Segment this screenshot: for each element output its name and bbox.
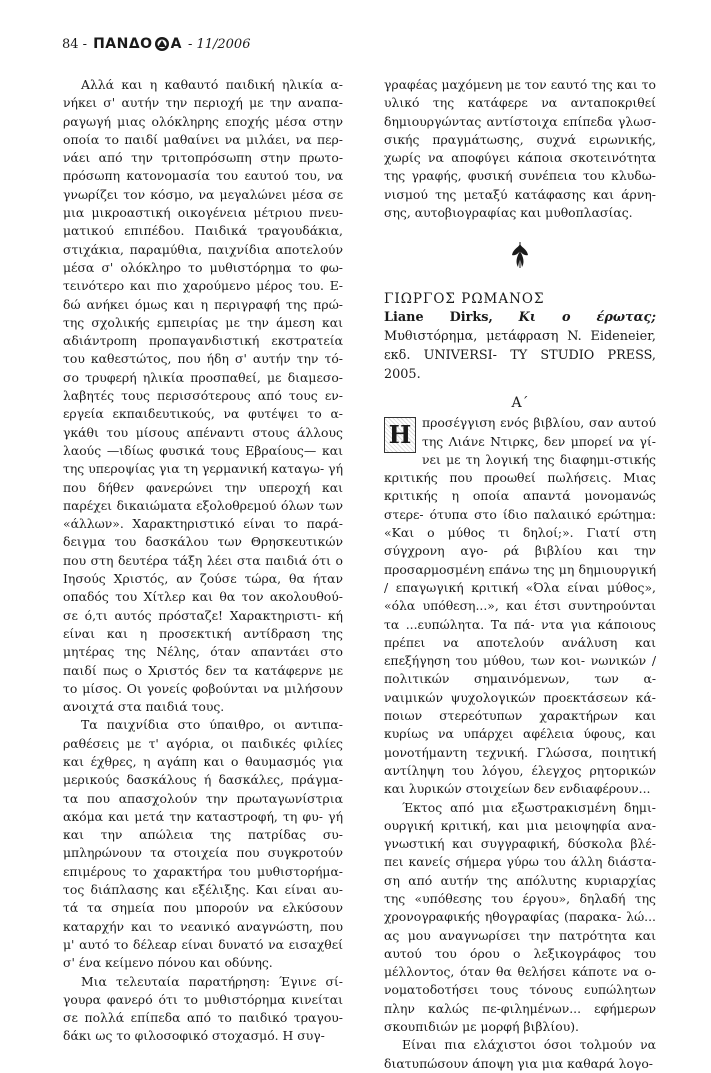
book-reference <box>384 308 656 384</box>
drop-cap: Η <box>384 417 416 453</box>
review-paragraph-3: Είναι πια ελάχιστοι όσοι τολμούν να διατυπώσουν άποψη για μια καθαρά λογο- <box>384 1037 656 1071</box>
section-ornament <box>384 240 656 275</box>
book-details: Μυθιστόρημα, μετάφραση N. Eideneier, εκδ. UNIVERSI- TY STUDIO PRESS, 2005. <box>384 328 656 382</box>
left-paragraph-2: Τα παιχνίδια στο ύπαιθρο, οι αντιπα- ραθέσεις με τ' αγόρια, οι παιδικές φιλίες και έχθρες, η αγάπη και ο θαυμασμός για μερικούς δασκάλους ή δασκάλες, πράγμα- τα που απασχολούν την πρωταγωνίστρια ακόμα και μετά την καταστροφή, τη φυ- γή και την απώλεια της πατρίδας συ- μπληρώνουν τα στοιχεία που συγκροτούν επιμέρους το χαρακτήρα του μυθιστορήμα- τος διάπλασης και εξέλιξης. Και είναι αυ- τά τα σημεία που μπορούν να ελκύσουν καταρχήν και το νεανικό αναγνώστη, που μ' αυτό το δέλεαρ είναι δυνατό να εισαχθεί σ' ένα κείμενο πόνου και οδύνης. <box>63 717 343 971</box>
right-column <box>384 76 656 1073</box>
right-continuation-paragraph: γραφέας μαχόμενη με τον εαυτό της και το υλικό της κατάφερε να ανταποκριθεί δημιουργώντας αντίστοιχα επίπεδα γλωσ- σικής πραγμάτωσης, συχνά ειρωνικής, χωρίς να αποφύγει κάποια σκοτεινότητα της γραφής, φυσική συνέπεια του κλυδω- νισμού της μεταξύ κατάφασης και άρνη- σης, αυτοβιογραφίας και μυθοπλασίας. <box>384 77 656 221</box>
issue-date: - 11/2006 <box>187 36 251 52</box>
book-author: Liane Dirks, <box>384 309 493 325</box>
left-paragraph-3: Μια τελευταία παρατήρηση: Έγινε σί- γουρα φανερό ότι το μυθιστόρημα κινείται σε πολλά επίπεδα από το παιδικό τραγου- δάκι ως το φιλοσοφικό στοχασμό. Η συγ- <box>63 973 343 1044</box>
left-paragraph-1: Αλλά και η καθαυτό παιδική ηλικία α- νήκει σ' αυτήν την περιοχή με την αναπα- ραγωγή μιας ολόκληρης εποχής μέσα στην οποία το παιδί μαθαίνει να μιλάει, να περ- νάει από την τριτοπρόσωπη στην πρωτο- πρόσωπη κατονομασία του εαυτού του, να γνωρίζει τον κόσμο, να μεγαλώνει μέσα σε μια μικροαστική οικογένεια μέτριου πνευ- ματικού επιπέδου. Παιδικά τραγουδάκια, στιχάκια, παραμύθια, παιχνίδια αποτελούν μέσα σ' ολόκληρο το μυθιστόρημα το φω- τεινότερο και πιο χαρούμενο μέρος του. Ε- δώ ανήκει όμως και η περιγραφή της πρώ- της σχολικής εμπειρίας με την άμεση και αδιάντροπη προπαγανδιστική εκστρατεία του καθεστώτος, που ήδη σ' αυτήν την τό- σο τρυφερή ηλικία προσπαθεί, με διαμεσο- λαβητές τους περισσότερους από τους εν- εργεία εκπαιδευτικούς, να φυτέψει το α- γκάθι του μίσους απέναντι στους άλλους λαούς —ιδίως φυσικά τους Εβραίους— και της υπεροψίας για τη γερμανική καταγω- γή που δήθεν φανερώνει την υπεροχή και παρέχει δικαιώματα εξολοθρεμού όλων των «άλλων». Χαρακτηριστικό είναι το παρά- δειγμα του δασκάλου των Θρησκευτικών που στη δευτέρα τάξη λέει στα παιδιά ότι ο Ιησούς Χριστός, αν ζούσε τώρα, θα ήταν οπαδός του Χίτλερ και θα τον ακολουθού- σε ό,τι αυτός πρόσταζε! Χαρακτηριστι- κή είναι και η προσεκτική αντίδραση της μητέρας της Νέλης, όταν απαντάει στο παιδί πως ο Χριστός δεν τα κατάφερνε με το μίσος. Οι γονείς φοβούνται να μιλήσουν ανοιχτά στα παιδιά τους. <box>63 77 343 715</box>
magazine-title <box>93 36 182 52</box>
review-body <box>384 414 656 1073</box>
section-mark: Α΄ <box>511 394 529 411</box>
magazine-logo-icon <box>154 36 170 52</box>
magazine-title-part2: Α <box>170 36 182 52</box>
page-header <box>62 36 250 52</box>
magazine-title-part1: ΠΑΝΔΟ <box>93 36 153 52</box>
page-number: 84 - <box>62 36 88 52</box>
butterfly-ornament-icon <box>509 240 531 270</box>
review-paragraph-1: προσέγγιση ενός βιβλίου, σαν αυτού της Λιάνε Ντιρκς, δεν μπορεί να γί- νει με τη λογική της διαφημι-στικής κριτικής που προωθεί πωλήσεις. Μιας κριτικής η οποία απαντά μονομανώς στερε- ότυπα στο ίδιο παλαιικό ερώτημα: «Και ο μύθος τι δηλοί;». Γιατί στη σύγχρονη αγο- ρά βιβλίου και την προσαρμοσμένη επάνω της μη δημιουργική / επαγωγική κριτική «Όλα είναι μύθος», «όλα υπόθεση...», και έτσι συντηρούνται τα ...ευπώλητα. Τα πά- ντα για κάποιους πρέπει να αποτελούν ανάλυση και επεξήγηση του μύθου, των κοι- νωνικών / πολιτικών σημαινόμενων, των α- ναιμικών ψυχολογικών προεκτάσεων κά- ποιων στερεότυπων χαρακτήρων και κυρίως να υπάρχει αφέλεια ύφους, και μονοτήμαντη τεχνική. Γλώσσα, ποιητική αντίληψη του λόγου, έλεγχος ρητορικών και λυρικών στοιχείων δεν ενδιαφέρουν... <box>384 415 656 797</box>
review-paragraph-2: Έκτος από μια εξωστρακισμένη δημι- ουργική κριτική, και μια μειοψηφία ανα- γνωστική και συγγραφική, δύσκολα βλέ- πει κανείς σήμερα γύρω του άλλη διάστα- ση από αυτήν της απόλυτης κυριαρχίας της «υπόθεσης του έργου», δηλαδή της χρονογραφικής ηθογραφίας (παρακα- λώ... ας μου αναγνωρίσει την πατρότητα και αυτού του όρου ο λεξικογράφος του μέλλοντος, όταν θα θελήσει κάποτε να ο- νοματοδοτήσει τους τόνους ευπώλητων πλην καλώς πε-φιλημένων... εφήμερων σκουπιδιών με μορφή βιβλίου). <box>384 799 656 1035</box>
left-column <box>63 76 343 1046</box>
book-title: Κι ο έρωτας; <box>518 309 656 325</box>
review-author: ΓΙΩΡΓΟΣ ΡΩΜΑΝΟΣ <box>384 290 545 307</box>
